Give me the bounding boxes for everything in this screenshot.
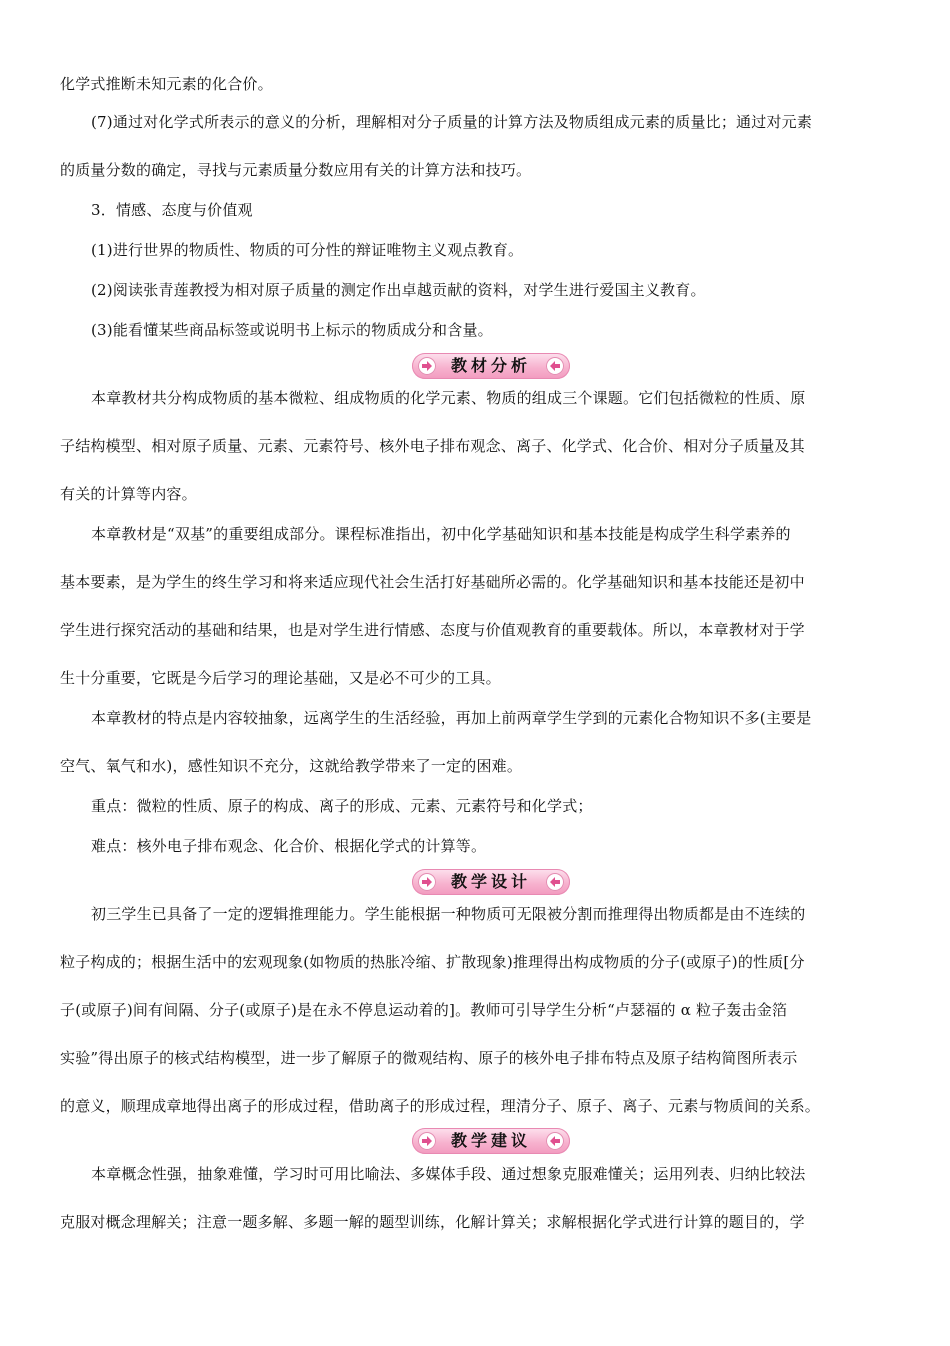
banner-label: 教学设计 (450, 872, 531, 891)
section-banner-teaching-design (412, 869, 570, 895)
text-line: 本章概念性强，抽象难懂，学习时可用比喻法、多媒体手段、通过想象克服难懂关；运用列表、归纳比较法 (91, 1165, 806, 1183)
section-heading: 3．情感、态度与价值观 (91, 201, 253, 219)
text-line: 生十分重要，它既是今后学习的理论基础，又是必不可少的工具。 (60, 669, 501, 687)
text-line: 本章教材是“双基”的重要组成部分。课程标准指出，初中化学基础知识和基本技能是构成学生科学素养的 (91, 525, 791, 543)
arrow-left-icon (546, 873, 564, 891)
text-line: (1)进行世界的物质性、物质的可分性的辩证唯物主义观点教育。 (91, 241, 524, 259)
text-line: 本章教材的特点是内容较抽象，远离学生的生活经验，再加上前两章学生学到的元素化合物知识不多(主要是 (91, 709, 812, 727)
text-line: 学生进行探究活动的基础和结果，也是对学生进行情感、态度与价值观教育的重要载体。所以，本章教材对于学 (60, 621, 805, 639)
text-line: 本章教材共分构成物质的基本微粒、组成物质的化学元素、物质的组成三个课题。它们包括微粒的性质、原 (91, 389, 806, 407)
text-line: 有关的计算等内容。 (60, 485, 197, 503)
arrow-right-icon (418, 357, 436, 375)
arrow-left-icon (546, 357, 564, 375)
banner-label: 教材分析 (450, 356, 531, 375)
text-line: 初三学生已具备了一定的逻辑推理能力。学生能根据一种物质可无限被分割而推理得出物质都是由不连续的 (91, 905, 806, 923)
section-banner-teaching-suggestions (412, 1128, 570, 1154)
text-line: 粒子构成的；根据生活中的宏观现象(如物质的热胀冷缩、扩散现象)推理得出构成物质的分子(或原子)的性质[分 (60, 953, 805, 971)
text-line: 基本要素，是为学生的终生学习和将来适应现代社会生活打好基础所必需的。化学基础知识和基本技能还是初中 (60, 573, 805, 591)
text-line: 实验”得出原子的核式结构模型，进一步了解原子的微观结构、原子的核外电子排布特点及原子结构简图所表示 (60, 1049, 798, 1067)
text-line: (2)阅读张青莲教授为相对原子质量的测定作出卓越贡献的资料，对学生进行爱国主义教育。 (91, 281, 706, 299)
text-line: 子(或原子)间有间隔、分子(或原子)是在永不停息运动着的]。教师可引导学生分析“卢瑟福的 α 粒子轰击金箔 (60, 1001, 788, 1019)
arrow-right-icon (418, 1132, 436, 1150)
arrow-right-icon (418, 873, 436, 891)
key-points: 重点：微粒的性质、原子的构成、离子的形成、元素、元素符号和化学式； (91, 797, 593, 815)
arrow-left-icon (546, 1132, 564, 1150)
text-line: (7)通过对化学式所表示的意义的分析，理解相对分子质量的计算方法及物质组成元素的质量比；通过对元素 (91, 113, 813, 131)
section-banner-textbook-analysis (412, 353, 570, 379)
difficult-points: 难点：核外电子排布观念、化合价、根据化学式的计算等。 (91, 837, 487, 855)
text-line: 空气、氧气和水)，感性知识不充分，这就给教学带来了一定的困难。 (60, 757, 523, 775)
text-line: 的质量分数的确定，寻找与元素质量分数应用有关的计算方法和技巧。 (60, 161, 532, 179)
text-line: (3)能看懂某些商品标签或说明书上标示的物质成分和含量。 (91, 321, 493, 339)
text-line: 克服对概念理解关；注意一题多解、多题一解的题型训练，化解计算关；求解根据化学式进行计算的题目的，学 (60, 1213, 805, 1231)
text-line: 子结构模型、相对原子质量、元素、元素符号、核外电子排布观念、离子、化学式、化合价、相对分子质量及其 (60, 437, 805, 455)
text-line: 化学式推断未知元素的化合价。 (60, 75, 273, 93)
text-line: 的意义，顺理成章地得出离子的形成过程，借助离子的形成过程，理清分子、原子、离子、元素与物质间的关系。 (60, 1097, 821, 1115)
banner-label: 教学建议 (450, 1131, 531, 1150)
